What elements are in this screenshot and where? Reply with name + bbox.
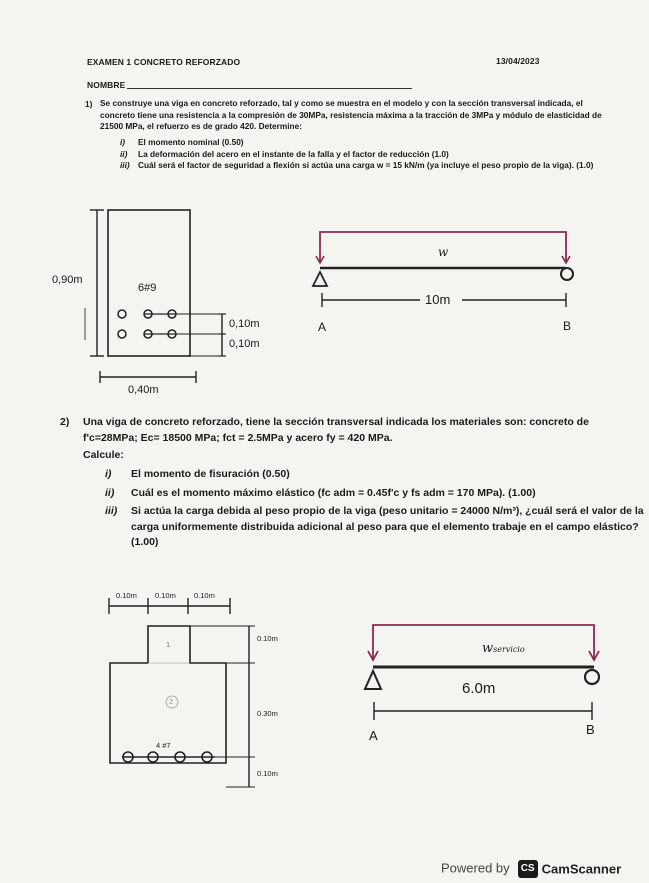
name-label: NOMBRE — [87, 80, 126, 90]
q2-h-mid: 0.30m — [257, 709, 278, 718]
q2-item-text: Cuál es el momento máximo elástico (fc adm = 0.45f'c y fs adm = 170 MPa). (1.00) — [131, 486, 536, 499]
q2-item-text: El momento de fisuración (0.50) — [131, 468, 290, 480]
q2-statement: Una viga de concreto reforzado, tiene la sección transversal indicada los materiales son: concreto de f'c=28MPa; Ec= 18500 MPa; fct = 2.5MPa y acero fy = 420 MPa. — [83, 416, 589, 444]
q1-item-text: Cuál será el factor de seguridad a flexión si actúa una carga w = 15 kN/m (ya incluye el peso propio de la viga). (1.0) — [138, 160, 594, 170]
q2-top-dim-1: 0.10m — [116, 591, 137, 600]
q2-top-dim-3: 0.10m — [194, 591, 215, 600]
q2-item-number: ii) — [105, 486, 115, 499]
q2-h-top: 0.10m — [257, 634, 278, 643]
footer-powered: Powered by — [441, 860, 510, 876]
q1-support-a: A — [318, 320, 327, 334]
q1-item-text: La deformación del acero en el instante de la falla y el factor de reducción (1.0) — [138, 148, 449, 159]
q1-item-number: ii) — [120, 148, 128, 159]
q2-item-text: Si actúa la carga debida al peso propio de la viga (peso unitario = 24000 N/m³), ¿cuál será el valor de la carga uniformemente distribuida adicional al peso para que el elemento trabaje en el campo elástico? (1.00) — [131, 505, 644, 548]
q1-item-text: El momento nominal (0.50) — [138, 137, 244, 147]
q2-calc-label: Calcule: — [83, 449, 124, 461]
exam-title: EXAMEN 1 CONCRETO REFORZADO — [87, 57, 241, 67]
q2-region-1: 1 — [166, 640, 171, 649]
q2-bars-label: 4 #7 — [156, 741, 171, 750]
camscanner-logo-icon: CS — [518, 860, 538, 878]
q1-span-label: 10m — [425, 292, 451, 307]
q1-height-label: 0,90m — [52, 274, 83, 286]
q1-statement: Se construye una viga en concreto reforzado, tal y como se muestra en el modelo y con la sección transversal indicada, el concreto tiene una resistencia a la compresión de 30MPa, resistencia máxima a la tracción de 3MPa y módulo de elasticidad de 21500 MPa, el refuerzo es de grado 420. Determine: — [100, 98, 602, 131]
q2-load-label — [482, 641, 525, 656]
q2-region-2: 2 — [169, 697, 174, 706]
q2-load-subscript: servicio — [493, 645, 525, 654]
q1-spacing-bottom: 0,10m — [229, 338, 260, 350]
q2-load-symbol: w — [482, 641, 494, 656]
q2-item-number: i) — [105, 468, 112, 480]
q2-support-a: A — [369, 728, 378, 743]
q1-load-label: w — [438, 245, 449, 259]
q2-span-label: 6.0m — [462, 680, 496, 697]
q1-bars-label: 6#9 — [138, 282, 157, 294]
q1-number: 1) — [85, 99, 93, 109]
q1-item-number: i) — [120, 137, 126, 147]
q1-spacing-top: 0,10m — [229, 318, 260, 330]
footer-watermark — [441, 860, 621, 878]
exam-date: 13/04/2023 — [496, 56, 540, 66]
q2-number: 2) — [60, 416, 70, 428]
q1-item-number: iii) — [120, 160, 130, 170]
q2-support-b: B — [586, 722, 595, 737]
q1-support-b: B — [563, 319, 572, 333]
footer-brand: CamScanner — [541, 861, 622, 877]
q2-item-number: iii) — [105, 505, 118, 517]
q1-width-label: 0,40m — [128, 384, 159, 396]
q2-top-dim-2: 0.10m — [155, 591, 176, 600]
q2-h-bot: 0.10m — [257, 769, 278, 778]
